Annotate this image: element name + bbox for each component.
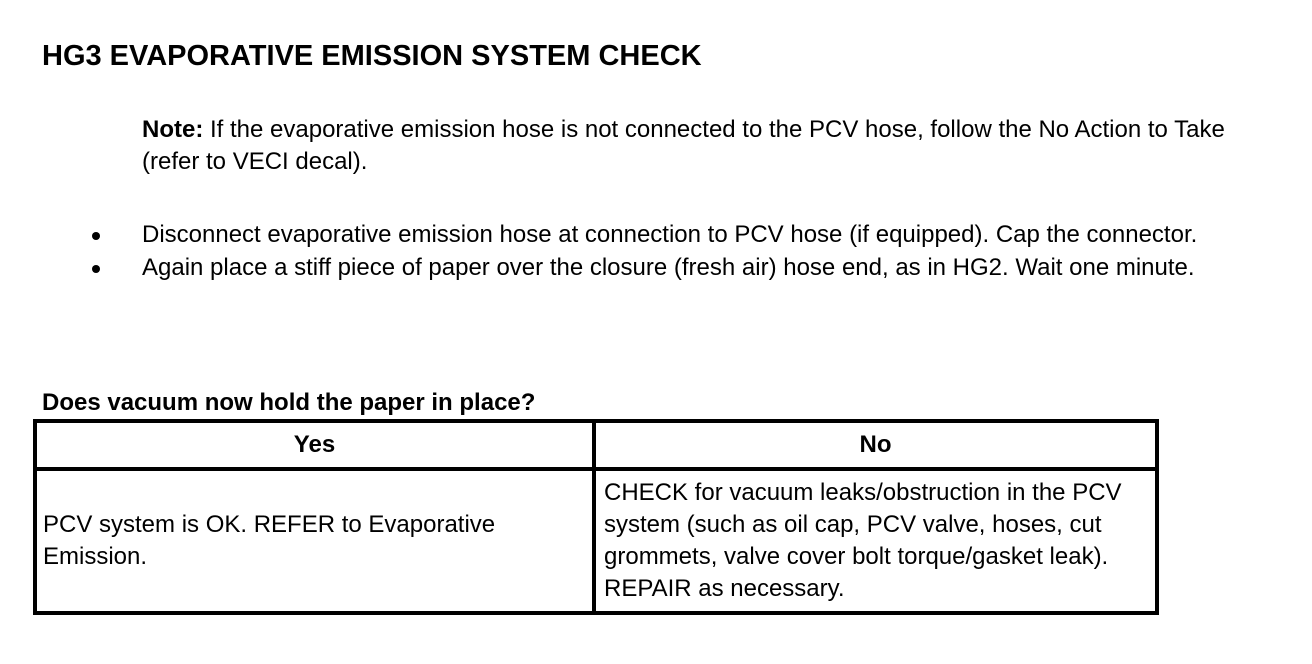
yes-action-cell: PCV system is OK. REFER to Evaporative Emission. <box>35 469 594 613</box>
section-title: HG3 EVAPORATIVE EMISSION SYSTEM CHECK <box>42 40 702 72</box>
decision-question: Does vacuum now hold the paper in place? <box>42 389 536 416</box>
step-item <box>0 252 1252 284</box>
note-paragraph <box>142 114 1252 178</box>
step-item <box>0 219 1252 251</box>
step-text: Again place a stiff piece of paper over the closure (fresh air) hose end, as in HG2. Wait one minute. <box>142 254 1195 281</box>
decision-table <box>33 419 1159 615</box>
note-label: Note: <box>142 116 204 143</box>
note-text: If the evaporative emission hose is not connected to the PCV hose, follow the No Action to Take (refer to VECI decal). <box>142 116 1225 175</box>
no-header: No <box>594 421 1157 469</box>
step-list <box>0 219 1312 285</box>
bullet-icon <box>92 232 100 240</box>
no-action-cell: CHECK for vacuum leaks/obstruction in the PCV system (such as oil cap, PCV valve, hoses, cut grommets, valve cover bolt torque/gasket leak). REPAIR as necessary. <box>594 469 1157 613</box>
table-row <box>35 469 1157 613</box>
step-text: Disconnect evaporative emission hose at connection to PCV hose (if equipped). Cap the connector. <box>142 221 1198 248</box>
bullet-icon <box>92 265 100 273</box>
yes-header: Yes <box>35 421 594 469</box>
table-header-row <box>35 421 1157 469</box>
